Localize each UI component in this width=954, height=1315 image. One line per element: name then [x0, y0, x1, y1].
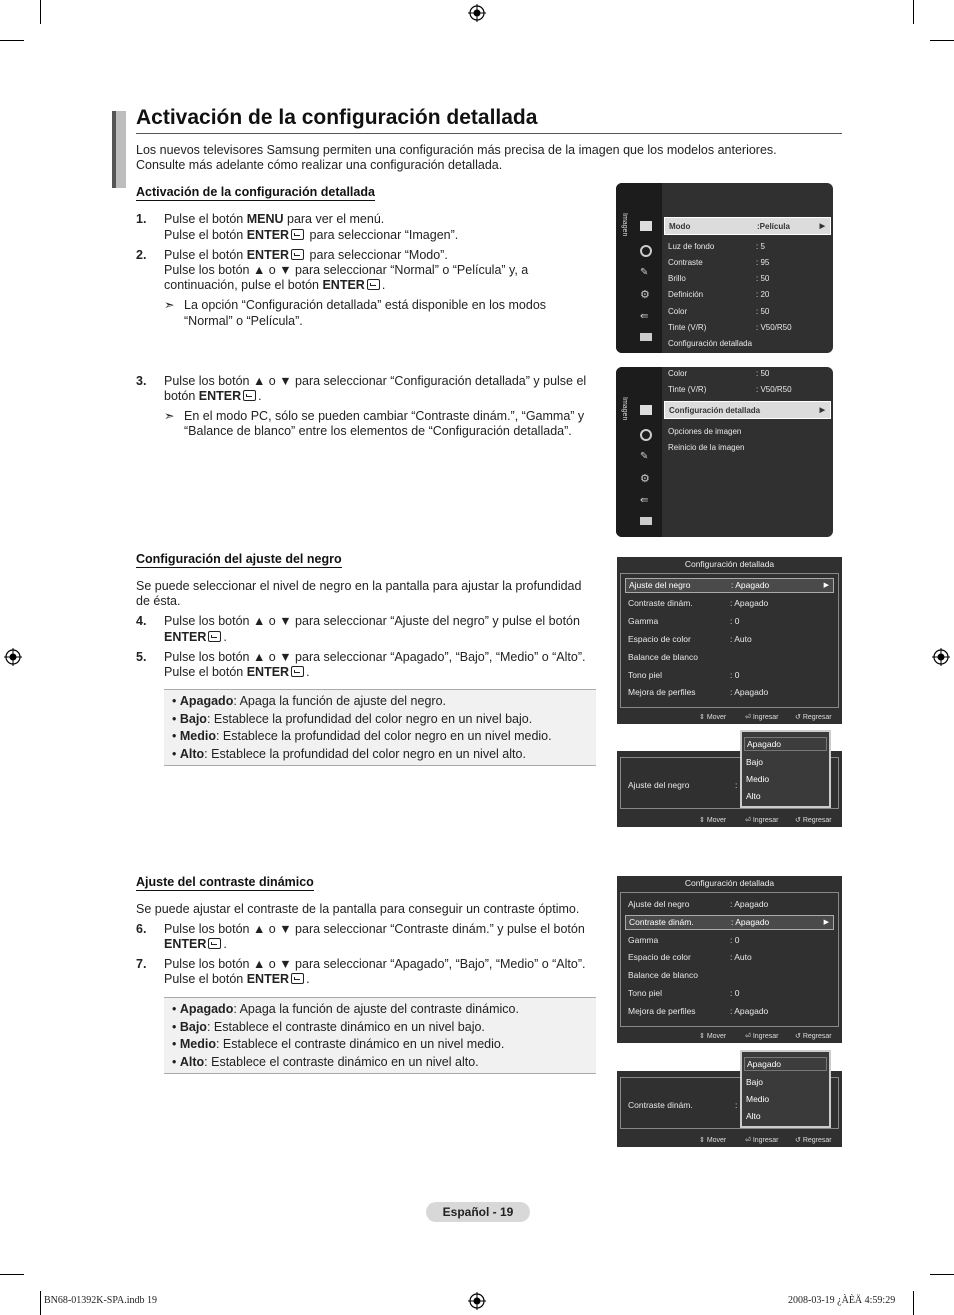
osd-row[interactable]: Gamma : 0 [628, 935, 740, 945]
osd-title: Configuración detallada [684, 878, 775, 888]
enter-icon [291, 229, 304, 240]
crop-mark [913, 0, 914, 24]
input-icon: ⇚ [640, 311, 649, 322]
list-item: • Apagado: Apaga la función de ajuste del contraste dinámico. [172, 1002, 519, 1016]
sound-icon [640, 245, 652, 257]
move-arrows-icon: ⇕ [699, 1137, 707, 1144]
dropdown-item[interactable]: Medio [746, 1094, 770, 1104]
tv-menu-row[interactable]: Tinte (V/R) : V50/R50 [668, 385, 792, 394]
dropdown-selected[interactable]: Apagado [744, 737, 827, 751]
tv-menu-selected-detail[interactable]: Configuración detallada ▶ [664, 401, 831, 419]
dropdown-list [740, 1050, 831, 1128]
black-options-list [164, 689, 596, 766]
enter-icon [291, 666, 304, 677]
application-icon [640, 333, 652, 341]
osd-row[interactable]: Espacio de color : Auto [628, 952, 752, 962]
tv-menu-picture-detail [616, 367, 833, 537]
setup-gear-icon: ⚙ [640, 289, 650, 301]
section-heading-black: Configuración del ajuste del negro [136, 552, 342, 566]
tv-menu-row[interactable]: Configuración detallada [668, 339, 753, 348]
section-heading-detailed: Activación de la configuración detallada [136, 185, 375, 199]
title-side-bar-dark [112, 111, 116, 188]
tv-menu-selected-mode[interactable]: Modo :Película ▶ [664, 217, 831, 235]
step-number: 5. [136, 650, 147, 664]
move-arrows-icon: ⇕ [699, 714, 707, 721]
osd-row[interactable]: Balance de blanco [628, 970, 698, 980]
osd-row[interactable]: Tono piel : 0 [628, 988, 740, 998]
step-number: 7. [136, 957, 147, 971]
return-icon: ↺ [795, 714, 803, 721]
osd-foot-return: ↺ Regresar [795, 1033, 832, 1040]
enter-icon [208, 938, 221, 949]
osd-foot-move: ⇕ Mover [699, 817, 727, 824]
tv-menu-row[interactable]: Contraste : 95 [668, 258, 770, 267]
registration-mark-icon [468, 1292, 486, 1310]
dropdown-item[interactable]: Bajo [746, 1077, 764, 1087]
osd-row[interactable]: Ajuste del negro : Apagado [628, 899, 769, 909]
osd-row[interactable]: Ajuste del negro [628, 780, 690, 790]
note-1-line-b: “Normal” o “Película”. [184, 314, 303, 328]
osd-row[interactable]: Balance de blanco [628, 652, 698, 662]
print-date: 2008-03-19 ¿ÀÈÄ 4:59:29 [788, 1295, 896, 1306]
enter-key-icon: ⏎ [745, 1033, 753, 1040]
enter-key-icon: ⏎ [745, 817, 753, 824]
registration-mark-icon [932, 648, 950, 666]
dropdown-selected[interactable]: Apagado [744, 1057, 827, 1071]
osd-row[interactable]: Tono piel : 0 [628, 670, 740, 680]
step-4-line-b: ENTER . [164, 630, 227, 644]
return-icon: ↺ [795, 1033, 803, 1040]
intro-line-1: Los nuevos televisores Samsung permiten una configuración más precisa de la imagen que los modelos anteriores. [136, 143, 777, 157]
setup-gear-icon: ⚙ [640, 473, 650, 485]
dropdown-item[interactable]: Bajo [746, 757, 764, 767]
dropdown-item[interactable]: Alto [746, 1111, 761, 1121]
osd-foot-move: ⇕ Mover [699, 1137, 727, 1144]
step-7-line-a: Pulse los botón ▲ o ▼ para seleccionar “Apagado”, “Bajo”, “Medio” o “Alto”. [164, 957, 586, 971]
page-title: Activación de la configuración detallada [136, 106, 538, 129]
channel-icon: ✎ [640, 267, 649, 278]
osd-row[interactable]: Contraste dinám. : Apagado [628, 598, 769, 608]
step-5-line-a: Pulse los botón ▲ o ▼ para seleccionar “Apagado”, “Bajo”, “Medio” o “Alto”. [164, 650, 586, 664]
note-1-line-a: ➣ La opción “Configuración detallada” está disponible en los modos [164, 298, 547, 312]
osd-body [620, 573, 839, 708]
tv-menu-row[interactable]: Brillo : 50 [668, 274, 770, 283]
input-icon: ⇚ [640, 495, 649, 506]
step-5-line-b: Pulse el botón ENTER . [164, 665, 310, 679]
osd-foot-return: ↺ Regresar [795, 714, 832, 721]
step-1-line-a: Pulse el botón MENU para ver el menú. [164, 212, 385, 226]
crop-mark [40, 1291, 41, 1315]
crop-mark [40, 0, 41, 24]
step-4-line-a: Pulse los botón ▲ o ▼ para seleccionar “Ajuste del negro” y pulse el botón [164, 614, 580, 628]
move-arrows-icon: ⇕ [699, 1033, 707, 1040]
crop-mark [913, 1291, 914, 1315]
osd-foot-enter: ⏎ Ingresar [745, 1137, 779, 1144]
osd-row[interactable]: Mejora de perfiles : Apagado [628, 687, 769, 697]
tv-menu-row[interactable]: Luz de fondo : 5 [668, 242, 765, 251]
step-number: 4. [136, 614, 147, 628]
enter-icon [367, 279, 380, 290]
enter-icon [243, 390, 256, 401]
list-item: • Medio: Establece la profundidad del color negro en un nivel medio. [172, 729, 552, 743]
enter-key-icon: ⏎ [745, 1137, 753, 1144]
list-item: • Apagado: Apaga la función de ajuste del negro. [172, 694, 447, 708]
osd-row[interactable]: Espacio de color : Auto [628, 634, 752, 644]
osd-selected-row[interactable]: Ajuste del negro : Apagado ▶ [625, 578, 834, 593]
tv-menu-sidebar [616, 367, 662, 537]
arrow-right-icon: ▶ [823, 919, 829, 926]
step-3-line-b: botón ENTER . [164, 389, 262, 403]
application-icon [640, 517, 652, 525]
step-number: 2. [136, 248, 147, 262]
tv-menu-row[interactable]: Reinicio de la imagen [668, 443, 745, 452]
osd-foot-return: ↺ Regresar [795, 817, 832, 824]
tv-menu-row[interactable]: Color : 50 [668, 307, 770, 316]
step-6-line-b: ENTER . [164, 937, 227, 951]
channel-icon: ✎ [640, 451, 649, 462]
osd-row-colon: : [735, 1100, 738, 1110]
dropdown-item[interactable]: Medio [746, 774, 770, 784]
list-item: • Bajo: Establece la profundidad del color negro en un nivel bajo. [172, 711, 533, 726]
arrow-right-icon: ▶ [819, 407, 825, 414]
return-icon: ↺ [795, 817, 803, 824]
picture-icon [640, 405, 652, 415]
picture-icon [640, 221, 652, 231]
note-arrow-icon: ➣ [164, 409, 175, 423]
black-paragraph-b: de ésta. [136, 594, 181, 608]
osd-foot-return: ↺ Regresar [795, 1137, 832, 1144]
page-number: Español - 19 [426, 1202, 530, 1222]
arrow-right-icon: ▶ [823, 582, 829, 589]
sound-icon [640, 429, 652, 441]
note-2-line-a: ➣ En el modo PC, sólo se pueden cambiar “Contraste dinám.”, “Gamma” y [164, 409, 585, 423]
osd-row[interactable]: Contraste dinám. [628, 1100, 693, 1110]
registration-mark-icon [468, 4, 486, 22]
step-number: 6. [136, 922, 147, 936]
registration-mark-icon [4, 648, 22, 666]
move-arrows-icon: ⇕ [699, 817, 707, 824]
osd-selected-row[interactable]: Contraste dinám. : Apagado ▶ [625, 915, 834, 930]
osd-detailed-settings-contrast [617, 876, 842, 1043]
crop-mark [0, 40, 24, 41]
osd-row-colon: : [735, 780, 738, 790]
osd-foot-enter: ⏎ Ingresar [745, 817, 779, 824]
section-heading-contrast: Ajuste del contraste dinámico [136, 875, 314, 889]
tv-menu-side-label: Imagen [621, 213, 628, 237]
note-2-line-b: “Balance de blanco” entre los elementos de “Configuración detallada”. [184, 424, 572, 438]
tv-menu-row[interactable]: Color : 50 [668, 369, 770, 378]
osd-title: Configuración detallada [684, 559, 775, 569]
step-7-line-b: Pulse el botón ENTER . [164, 972, 310, 986]
contrast-paragraph: Se puede ajustar el contraste de la pantalla para conseguir un contraste óptimo. [136, 902, 580, 916]
enter-icon [291, 249, 304, 260]
crop-mark [930, 40, 954, 41]
step-2-line-a: Pulse el botón ENTER para seleccionar “Modo”. [164, 248, 448, 262]
contrast-options-list [164, 997, 596, 1074]
crop-mark [930, 1274, 954, 1275]
step-6-line-a: Pulse los botón ▲ o ▼ para seleccionar “Contraste dinám.” y pulse el botón [164, 922, 585, 936]
osd-body [620, 892, 839, 1027]
osd-row[interactable]: Gamma : 0 [628, 616, 740, 626]
crop-mark [0, 1274, 24, 1275]
osd-foot-enter: ⏎ Ingresar [745, 1033, 779, 1040]
osd-foot-move: ⇕ Mover [699, 714, 727, 721]
osd-foot-enter: ⏎ Ingresar [745, 714, 779, 721]
dropdown-item[interactable]: Alto [746, 791, 761, 801]
osd-foot-move: ⇕ Mover [699, 1033, 727, 1040]
list-item: • Bajo: Establece el contraste dinámico en un nivel bajo. [172, 1019, 485, 1034]
intro-line-2: Consulte más adelante cómo realizar una configuración detallada. [136, 158, 503, 172]
enter-icon [291, 973, 304, 984]
dropdown-list [740, 730, 831, 808]
file-info: BN68-01392K-SPA.indb 19 [44, 1295, 157, 1306]
list-item: • Medio: Establece el contraste dinámico en un nivel medio. [172, 1037, 505, 1051]
black-paragraph-a: Se puede seleccionar el nivel de negro en la pantalla para ajustar la profundidad [136, 579, 582, 593]
step-2-line-c: continuación, pulse el botón ENTER . [164, 278, 386, 292]
tv-menu-sidebar [616, 183, 662, 353]
list-item: • Alto: Establece el contraste dinámico en un nivel alto. [172, 1054, 479, 1069]
tv-menu-picture [616, 183, 833, 353]
step-number: 3. [136, 374, 147, 388]
step-2-line-b: Pulse los botón ▲ o ▼ para seleccionar “Normal” o “Película” y, a [164, 263, 529, 277]
osd-detailed-settings-black [617, 557, 842, 724]
step-3-line-a: Pulse los botón ▲ o ▼ para seleccionar “Configuración detallada” y pulse el [164, 374, 587, 388]
title-rule [136, 133, 842, 134]
enter-icon [208, 631, 221, 642]
step-number: 1. [136, 212, 147, 226]
return-icon: ↺ [795, 1137, 803, 1144]
tv-menu-row[interactable]: Opciones de imagen [668, 427, 742, 436]
tv-menu-row[interactable]: Definición : 20 [668, 290, 770, 299]
tv-menu-side-label: Imagen [621, 397, 628, 421]
osd-row[interactable]: Mejora de perfiles : Apagado [628, 1006, 769, 1016]
note-arrow-icon: ➣ [164, 298, 175, 312]
step-1-line-b: Pulse el botón ENTER para seleccionar “Imagen”. [164, 228, 459, 242]
tv-menu-row[interactable]: Tinte (V/R) : V50/R50 [668, 323, 792, 332]
arrow-right-icon: ▶ [819, 223, 825, 230]
list-item: • Alto: Establece la profundidad del color negro en un nivel alto. [172, 746, 526, 761]
enter-key-icon: ⏎ [745, 714, 753, 721]
